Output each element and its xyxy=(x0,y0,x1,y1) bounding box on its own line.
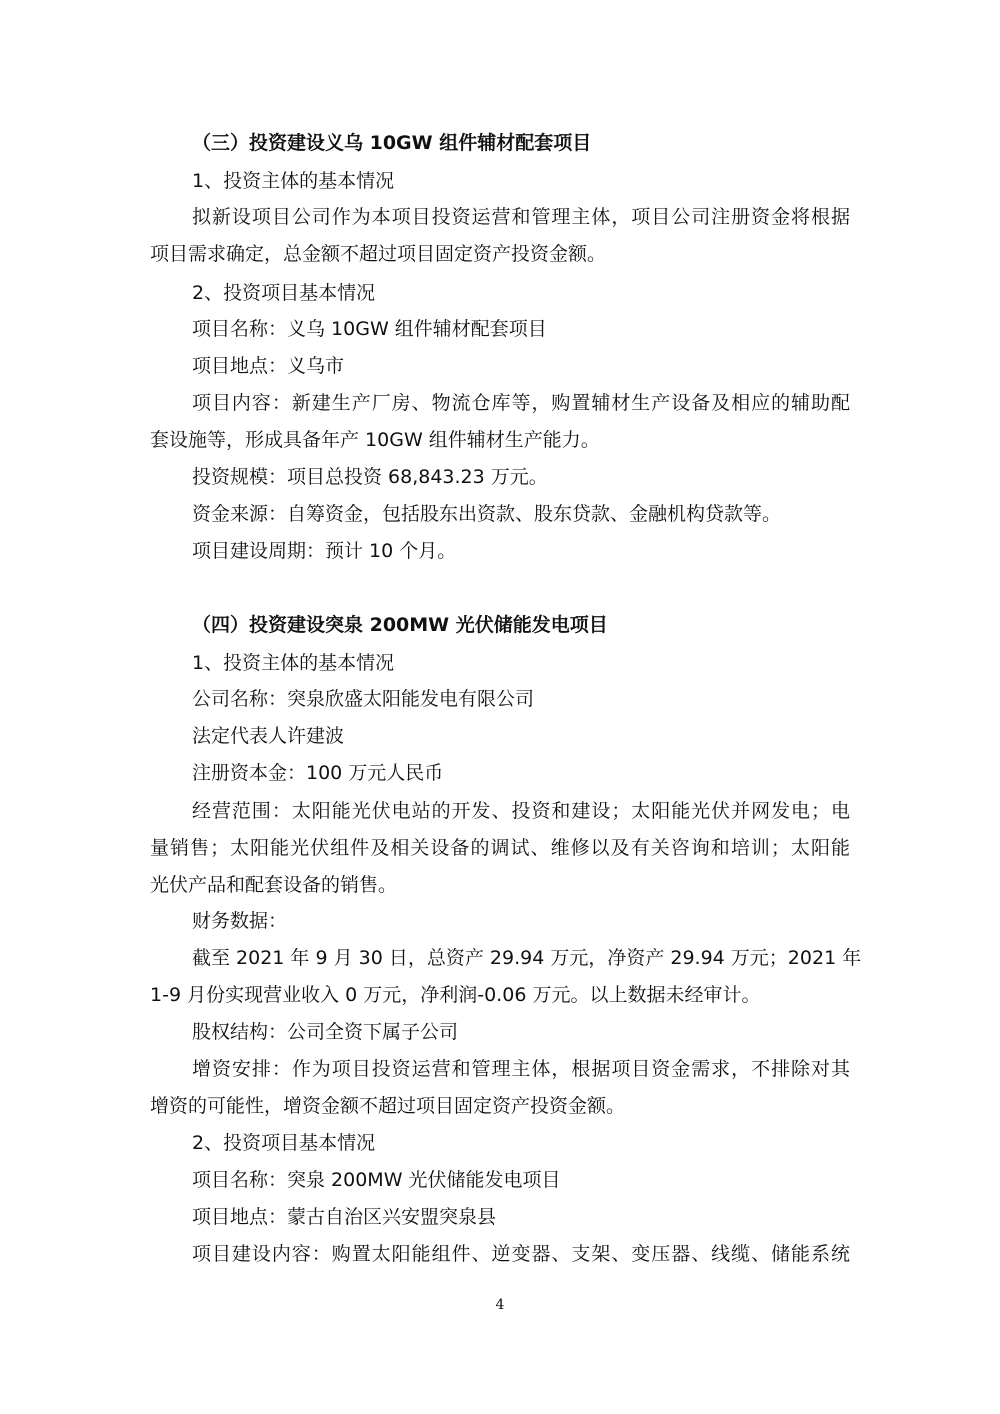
page-number: 4 xyxy=(495,1297,505,1313)
project-location: 项目地点：义乌市 xyxy=(192,355,345,377)
subsection-title: 1、投资主体的基本情况 xyxy=(192,170,395,192)
paragraph-line: 增资安排：作为项目投资运营和管理主体，根据项目资金需求，不排除对其 xyxy=(192,1058,850,1080)
project-location: 项目地点：蒙古自治区兴安盟突泉县 xyxy=(192,1206,497,1228)
equity-structure: 股权结构：公司全资下属子公司 xyxy=(192,1021,459,1043)
subsection-title: 2、投资项目基本情况 xyxy=(192,1132,376,1154)
registered-capital: 注册资本金：100 万元人民币 xyxy=(192,762,444,784)
section-heading: （三）投资建设义乌 10GW 组件辅材配套项目 xyxy=(192,132,592,154)
financial-title: 财务数据： xyxy=(192,910,288,932)
paragraph-line: 1-9 月份实现营业收入 0 万元，净利润-0.06 万元。以上数据未经审计。 xyxy=(150,984,761,1006)
paragraph-line: 光伏产品和配套设备的销售。 xyxy=(150,874,398,896)
subsection-title: 1、投资主体的基本情况 xyxy=(192,652,395,674)
paragraph-line: 项目建设内容：购置太阳能组件、逆变器、支架、变压器、线缆、储能系统 xyxy=(192,1243,850,1265)
section-heading: （四）投资建设突泉 200MW 光伏储能发电项目 xyxy=(192,614,608,636)
paragraph-line: 项目内容：新建生产厂房、物流仓库等，购置辅材生产设备及相应的辅助配 xyxy=(192,392,850,414)
legal-representative: 法定代表人许建波 xyxy=(192,725,345,747)
fund-source: 资金来源：自筹资金，包括股东出资款、股东贷款、金融机构贷款等。 xyxy=(192,503,782,525)
paragraph-line: 拟新设项目公司作为本项目投资运营和管理主体，项目公司注册资金将根据 xyxy=(192,206,850,228)
paragraph-line: 截至 2021 年 9 月 30 日，总资产 29.94 万元，净资产 29.94 万元；2021 年 xyxy=(192,947,862,969)
paragraph-line: 项目需求确定，总金额不超过项目固定资产投资金额。 xyxy=(150,243,607,265)
paragraph-line: 量销售；太阳能光伏组件及相关设备的调试、维修以及有关咨询和培训；太阳能 xyxy=(150,837,850,859)
company-name: 公司名称：突泉欣盛太阳能发电有限公司 xyxy=(192,688,535,710)
investment-scale: 投资规模：项目总投资 68,843.23 万元。 xyxy=(192,466,548,488)
project-name: 项目名称：突泉 200MW 光伏储能发电项目 xyxy=(192,1169,561,1191)
paragraph-line: 经营范围：太阳能光伏电站的开发、投资和建设；太阳能光伏并网发电；电 xyxy=(192,800,850,822)
subsection-title: 2、投资项目基本情况 xyxy=(192,282,376,304)
construction-period: 项目建设周期：预计 10 个月。 xyxy=(192,540,457,562)
paragraph-line: 增资的可能性，增资金额不超过项目固定资产投资金额。 xyxy=(150,1095,626,1117)
project-name: 项目名称：义乌 10GW 组件辅材配套项目 xyxy=(192,318,547,340)
paragraph-line: 套设施等，形成具备年产 10GW 组件辅材生产能力。 xyxy=(150,429,600,451)
